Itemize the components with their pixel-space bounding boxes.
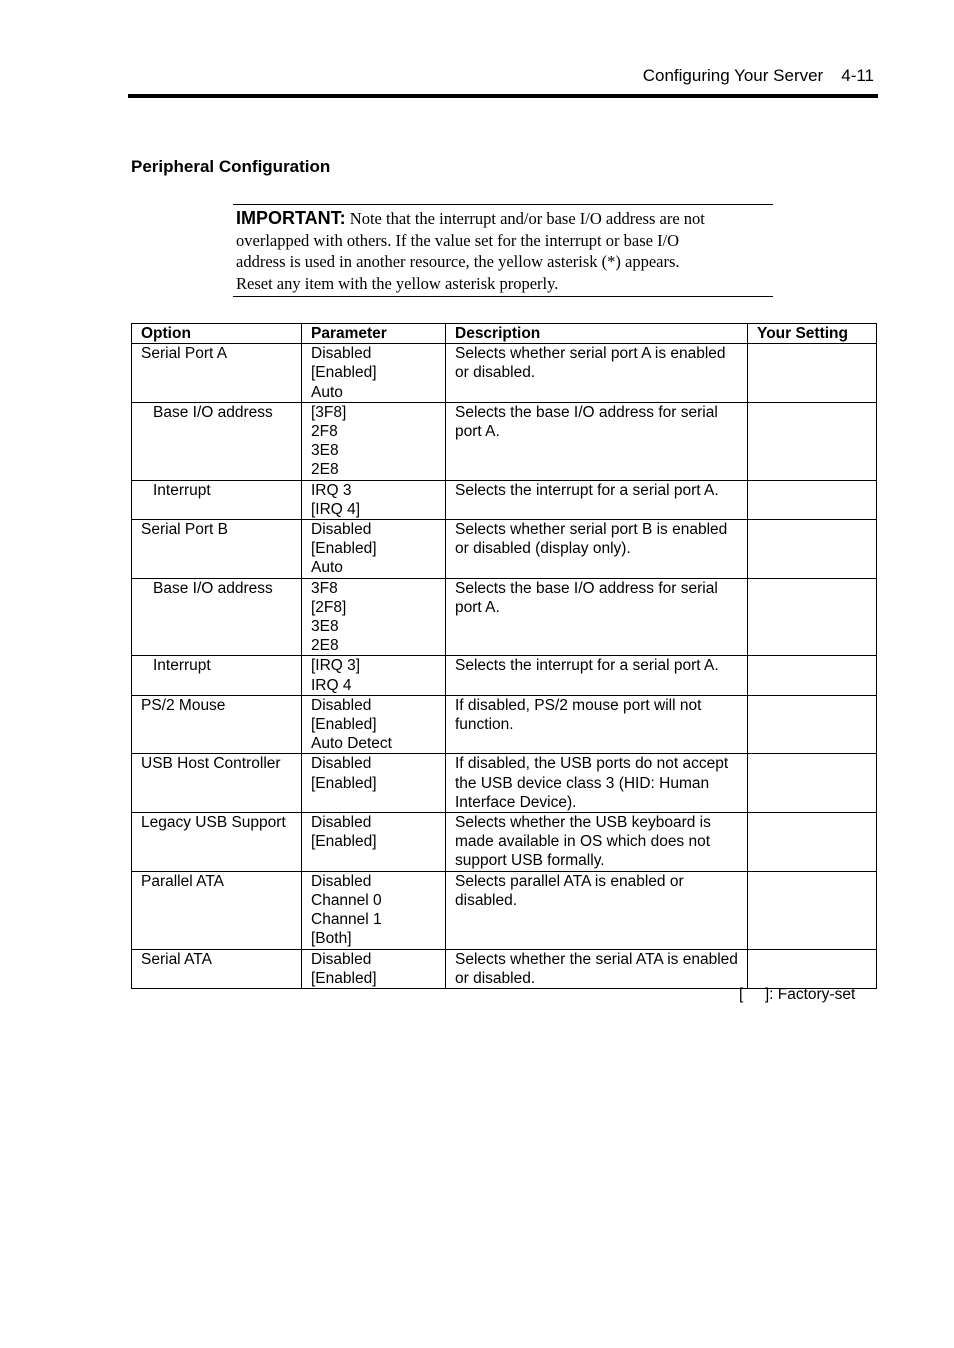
parameter-value: Auto [311, 383, 343, 401]
column-header-option: Option [132, 324, 302, 344]
table-row [132, 871, 877, 949]
description-text: Selects whether serial port A is enabled or disabled. [455, 345, 726, 382]
parameter-value: 2F8 [311, 423, 338, 441]
parameter-value: Disabled [311, 872, 372, 890]
page-header [128, 64, 878, 98]
description-cell [446, 480, 748, 519]
option-label: Base I/O address [153, 403, 273, 421]
page-number: 4-11 [841, 66, 874, 85]
parameter-value: [Enabled] [311, 833, 377, 851]
important-line: Reset any item with the yellow asterisk properly. [236, 273, 559, 293]
description-cell [446, 578, 748, 656]
table-row [132, 402, 877, 480]
description-text: If disabled, the USB ports do not accept the USB device class 3 (HID: Human Interface Device). [455, 755, 729, 811]
parameter-value: [Enabled] [311, 774, 377, 792]
parameter-cell [302, 402, 446, 480]
parameter-value: [Enabled] [311, 716, 377, 734]
parameter-value: [3F8] [311, 403, 347, 421]
parameter-cell [302, 754, 446, 813]
peripheral-config-table [131, 323, 877, 989]
parameter-value: Disabled [311, 521, 372, 539]
parameter-cell [302, 813, 446, 872]
description-cell [446, 754, 748, 813]
option-cell [132, 480, 302, 519]
important-line: Note that the interrupt and/or base I/O address are not [345, 209, 705, 228]
option-cell [132, 949, 302, 988]
option-label: Interrupt [153, 657, 211, 675]
description-cell [446, 344, 748, 403]
parameter-value: Disabled [311, 696, 372, 714]
parameter-value: Auto Detect [311, 735, 392, 753]
description-text: If disabled, PS/2 mouse port will not function. [455, 696, 702, 734]
important-line: overlapped with others. If the value set for the interrupt or base I/O [236, 230, 680, 250]
table-row [132, 813, 877, 872]
description-cell [446, 656, 748, 695]
section-title: Peripheral Configuration [131, 157, 331, 176]
chapter-title: Configuring Your Server [642, 66, 824, 85]
parameter-value: [IRQ 4] [311, 500, 361, 518]
table-body [132, 344, 877, 989]
description-text: Selects whether the USB keyboard is made available in OS which does not support USB formally. [455, 814, 711, 870]
option-cell [132, 402, 302, 480]
factory-set-footnote: [ ]: Factory-set [739, 986, 856, 1003]
your-setting-cell [748, 344, 877, 403]
your-setting-cell [748, 949, 877, 988]
description-text: Selects the interrupt for a serial port A. [455, 481, 719, 499]
description-cell [446, 813, 748, 872]
your-setting-cell [748, 871, 877, 949]
option-label: Legacy USB Support [141, 814, 286, 832]
description-cell [446, 695, 748, 754]
option-label: Interrupt [153, 481, 211, 499]
description-cell [446, 949, 748, 988]
parameter-value: [IRQ 3] [311, 657, 361, 675]
table-row [132, 695, 877, 754]
description-text: Selects whether serial port B is enabled or disabled (display only). [455, 521, 728, 558]
option-label: Serial Port B [141, 521, 229, 539]
parameter-value: Disabled [311, 345, 372, 363]
parameter-value: Disabled [311, 950, 372, 968]
description-text: Selects whether the serial ATA is enabled or disabled. [455, 950, 738, 987]
parameter-cell [302, 695, 446, 754]
table-row [132, 520, 877, 579]
description-cell [446, 871, 748, 949]
parameter-cell [302, 344, 446, 403]
option-cell [132, 813, 302, 872]
parameter-value: 3F8 [311, 579, 338, 597]
your-setting-cell [748, 695, 877, 754]
parameter-value: 3E8 [311, 618, 339, 636]
parameter-value: [Enabled] [311, 969, 377, 987]
parameter-value: [2F8] [311, 598, 347, 616]
column-header-your-setting: Your Setting [748, 324, 877, 344]
description-cell [446, 520, 748, 579]
parameter-value: Channel 0 [311, 891, 382, 909]
table-row [132, 344, 877, 403]
parameter-value: Disabled [311, 814, 372, 832]
parameter-value: 3E8 [311, 442, 339, 460]
description-text: Selects the base I/O address for serial port A. [455, 579, 718, 616]
your-setting-cell [748, 656, 877, 695]
option-cell [132, 578, 302, 656]
option-label: USB Host Controller [141, 755, 281, 773]
your-setting-cell [748, 813, 877, 872]
parameter-value: Channel 1 [311, 911, 382, 929]
parameter-cell [302, 480, 446, 519]
option-cell [132, 520, 302, 579]
parameter-cell [302, 520, 446, 579]
parameter-cell [302, 656, 446, 695]
option-label: Serial Port A [141, 345, 228, 363]
column-header-description: Description [446, 324, 748, 344]
parameter-value: Disabled [311, 755, 372, 773]
parameter-value: IRQ 3 [311, 481, 352, 499]
table-row [132, 656, 877, 695]
description-text: Selects parallel ATA is enabled or disabled. [455, 872, 684, 909]
option-cell [132, 344, 302, 403]
option-cell [132, 695, 302, 754]
parameter-value: 2E8 [311, 637, 339, 655]
column-header-parameter: Parameter [302, 324, 446, 344]
parameter-value: Auto [311, 559, 343, 577]
option-cell [132, 871, 302, 949]
your-setting-cell [748, 520, 877, 579]
your-setting-cell [748, 578, 877, 656]
your-setting-cell [748, 402, 877, 480]
your-setting-cell [748, 754, 877, 813]
parameter-cell [302, 578, 446, 656]
description-cell [446, 402, 748, 480]
important-note [233, 204, 773, 297]
table-row [132, 949, 877, 988]
option-label: PS/2 Mouse [141, 696, 226, 714]
description-text: Selects the base I/O address for serial port A. [455, 403, 718, 441]
header-text [643, 66, 874, 86]
option-label: Parallel ATA [141, 872, 224, 890]
option-label: Base I/O address [153, 579, 273, 597]
parameter-cell [302, 871, 446, 949]
table-row [132, 754, 877, 813]
parameter-value: IRQ 4 [311, 676, 352, 694]
important-label: IMPORTANT: [236, 208, 346, 228]
table-row [132, 578, 877, 656]
parameter-cell [302, 949, 446, 988]
table-header-row [132, 324, 877, 344]
table-row [132, 480, 877, 519]
option-label: Serial ATA [141, 950, 212, 968]
your-setting-cell [748, 480, 877, 519]
description-text: Selects the interrupt for a serial port A. [455, 657, 719, 675]
option-cell [132, 754, 302, 813]
parameter-value: [Enabled] [311, 364, 377, 382]
parameter-value: 2E8 [311, 461, 339, 479]
important-line: address is used in another resource, the yellow asterisk (*) appears. [236, 252, 680, 271]
parameter-value: [Both] [311, 930, 352, 948]
parameter-value: [Enabled] [311, 540, 377, 558]
option-cell [132, 656, 302, 695]
